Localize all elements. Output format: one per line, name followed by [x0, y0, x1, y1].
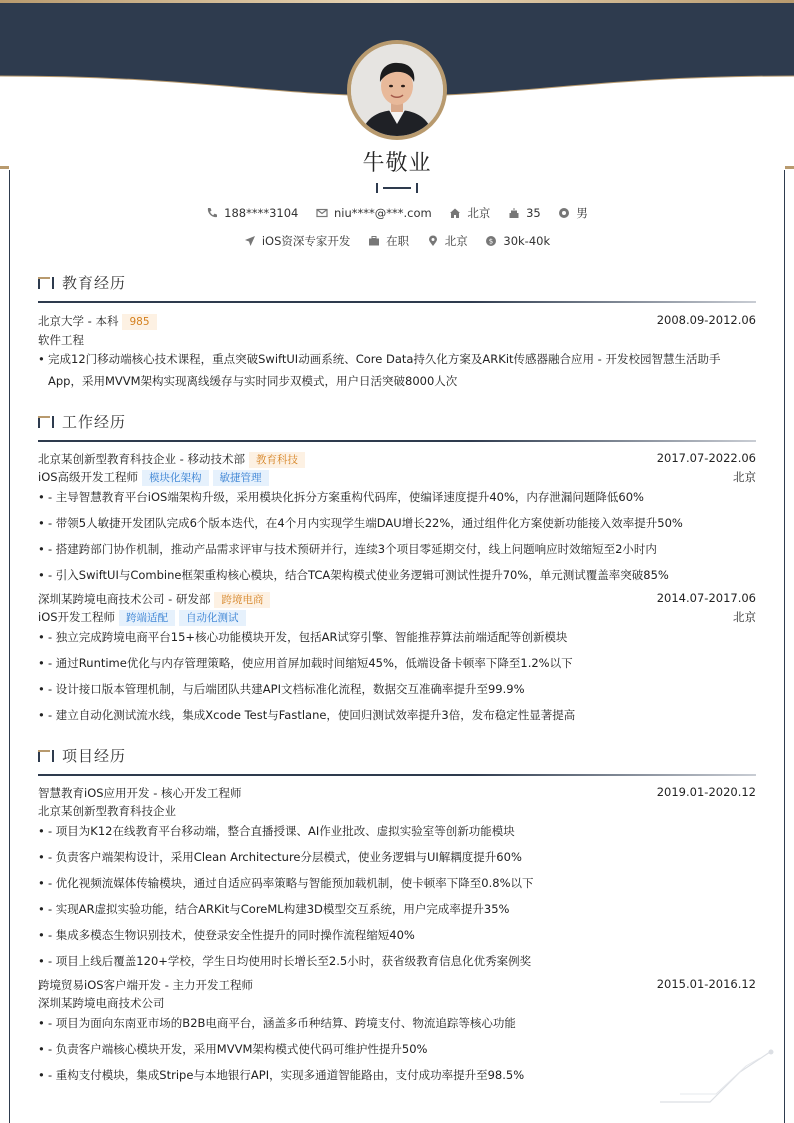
work-date: 2017.07-2022.06 [656, 451, 756, 465]
work-company: 北京某创新型教育科技企业 - 移动技术部 [38, 452, 245, 466]
projects-section-title: 项目经历 [38, 745, 126, 766]
gender-icon [558, 207, 570, 219]
work-date: 2014.07-2017.06 [656, 591, 756, 605]
skill-tag: 模块化架构 [142, 470, 209, 486]
work-2-role-row [38, 609, 756, 626]
work-1-company-row [38, 451, 756, 468]
svg-text:$: $ [489, 237, 494, 246]
briefcase-icon [368, 235, 380, 247]
work-city: 北京 [733, 610, 756, 624]
skill-tag: 敏捷管理 [213, 470, 269, 486]
work-2-bullet: • - 通过Runtime优化与内存管理策略，使应用首屏加载时间缩短45%，低端设备卡顿率下降至1.2%以下 [38, 656, 573, 670]
work-1-bullet: • - 引入SwiftUI与Combine框架重构核心模块，结合TCA架构模式使业务逻辑可测试性提升70%，单元测试覆盖率突破85% [38, 568, 669, 582]
age-item: 35 [508, 206, 541, 220]
project-1-bullet: • - 项目上线后覆盖120+学校，学生日均使用时长增长至2.5小时，获省级教育信息化优秀案例奖 [38, 954, 532, 968]
work-section-rule [38, 440, 756, 442]
cake-icon [508, 207, 520, 219]
section-bracket-icon [38, 415, 56, 429]
mail-icon [316, 207, 328, 219]
education-major: 软件工程 [38, 333, 84, 347]
work-2-bullet: • - 设计接口版本管理机制，与后端团队共建API文档标准化流程，数据交互准确率提升至99.9% [38, 682, 525, 696]
project-1-bullet: • - 项目为K12在线教育平台移动端，整合直播授课、AI作业批改、虚拟实验室等创新功能模块 [38, 824, 515, 838]
gender-item: 男 [558, 205, 588, 221]
education-date: 2008.09-2012.06 [656, 313, 756, 327]
work-city: 北京 [733, 470, 756, 484]
project-title: 跨境贸易iOS客户端开发 - 主力开发工程师 [38, 978, 254, 992]
target-city-item: 北京 [427, 233, 468, 249]
industry-tag: 教育科技 [249, 452, 305, 468]
project-1-bullet: • - 优化视频流媒体传输模块，通过自适应码率策略与智能预加载机制，使卡顿率下降至0.8%以下 [38, 876, 534, 890]
work-section-title: 工作经历 [38, 411, 126, 432]
avatar-frame [347, 40, 447, 140]
project-date: 2019.01-2020.12 [656, 785, 756, 799]
project-1-bullet: • - 实现AR虚拟实验功能，结合ARKit与CoreML构建3D模型交互系统，用户完成率提升35% [38, 902, 510, 916]
work-company: 深圳某跨境电商技术公司 - 研发部 [38, 592, 211, 606]
project-2-bullet: • - 重构支付模块，集成Stripe与本地银行API，实现多通道智能路由，支付成功率提升至98.5% [38, 1068, 525, 1082]
left-border-line [9, 170, 10, 1123]
school-degree: 北京大学 - 本科 [38, 314, 119, 328]
hometown-item: 北京 [449, 205, 490, 221]
job-status-item: 在职 [368, 233, 409, 249]
project-1-bullet: • - 集成多模态生物识别技术，使登录安全性提升的同时操作流程缩短40% [38, 928, 415, 942]
expected-salary-item: $ 30k-40k [485, 234, 550, 248]
work-2-bullet: • - 独立完成跨境电商平台15+核心功能模块开发，包括AR试穿引擎、智能推荐算法前端适配等创新模块 [38, 630, 568, 644]
top-gold-stripe [0, 0, 794, 3]
name-divider-ornament [376, 182, 418, 194]
project-1-title-row [38, 785, 756, 801]
project-date: 2015.01-2016.12 [656, 977, 756, 991]
send-icon [244, 235, 256, 247]
email-item: niu****@***.com [316, 206, 432, 220]
target-position-item: iOS资深专家开发 [244, 233, 351, 249]
candidate-name: 牛敬业 [362, 151, 432, 176]
work-1-bullet: • - 主导智慧教育平台iOS端架构升级，采用模块化拆分方案重构代码库，使编译速度提升40%，内存泄漏问题降低60% [38, 490, 644, 504]
work-1-bullet: • - 搭建跨部门协作机制，推动产品需求评审与技术预研并行，连续3个项目零延期交付，线上问题响应时效缩短至2小时内 [38, 542, 657, 556]
salary-icon [485, 235, 497, 247]
work-1-role-row [38, 469, 756, 486]
location-icon [427, 235, 439, 247]
education-section-rule [38, 301, 756, 303]
work-1-bullet: • - 带领5人敏捷开发团队完成6个版本迭代，在4个月内实现学生端DAU增长22%，通过组件化方案使新功能接入效率提升50% [38, 516, 683, 530]
corner-decoration [660, 1048, 776, 1106]
phone-item: 188****3104 [206, 206, 298, 220]
work-2-bullet: • - 建立自动化测试流水线，集成Xcode Test与Fastlane，使回归测试效率提升3倍，发布稳定性显著提高 [38, 708, 576, 722]
skill-tag: 自动化测试 [179, 610, 246, 626]
school-tag: 985 [122, 314, 156, 330]
education-section-title: 教育经历 [38, 272, 126, 293]
skill-tag: 跨端适配 [119, 610, 175, 626]
avatar [351, 44, 443, 136]
project-2-title-row [38, 977, 756, 993]
section-bracket-icon [38, 276, 56, 290]
project-2-bullet: • - 项目为面向东南亚市场的B2B电商平台，涵盖多币种结算、跨境支付、物流追踪等核心功能 [38, 1016, 516, 1030]
project-2-org: 深圳某跨境电商技术公司 [38, 996, 165, 1010]
education-header-row [38, 313, 756, 330]
projects-section-rule [38, 774, 756, 776]
project-1-org: 北京某创新型教育科技企业 [38, 804, 176, 818]
home-icon [449, 207, 461, 219]
work-role: iOS开发工程师 [38, 610, 116, 624]
education-bullet: • 完成12门移动端核心技术课程，重点突破SwiftUI动画系统、Core Data持久化方案及ARKit传感器融合应用 - 开发校园智慧生活助手 App，采用MVVM架构实现离线缓存与实时同步双模式，用户日活突破8000人次 [38, 352, 721, 388]
job-intent-row [0, 233, 794, 249]
contact-info-row [0, 205, 794, 221]
section-bracket-icon [38, 749, 56, 763]
work-role: iOS高级开发工程师 [38, 470, 139, 484]
industry-tag: 跨境电商 [214, 592, 270, 608]
phone-icon [206, 207, 218, 219]
project-2-bullet: • - 负责客户端核心模块开发，采用MVVM架构模式使代码可维护性提升50% [38, 1042, 428, 1056]
project-title: 智慧教育iOS应用开发 - 核心开发工程师 [38, 786, 242, 800]
work-2-company-row [38, 591, 756, 608]
project-1-bullet: • - 负责客户端架构设计，采用Clean Architecture分层模式，使业务逻辑与UI解耦度提升60% [38, 850, 522, 864]
right-border-line [784, 170, 785, 1123]
